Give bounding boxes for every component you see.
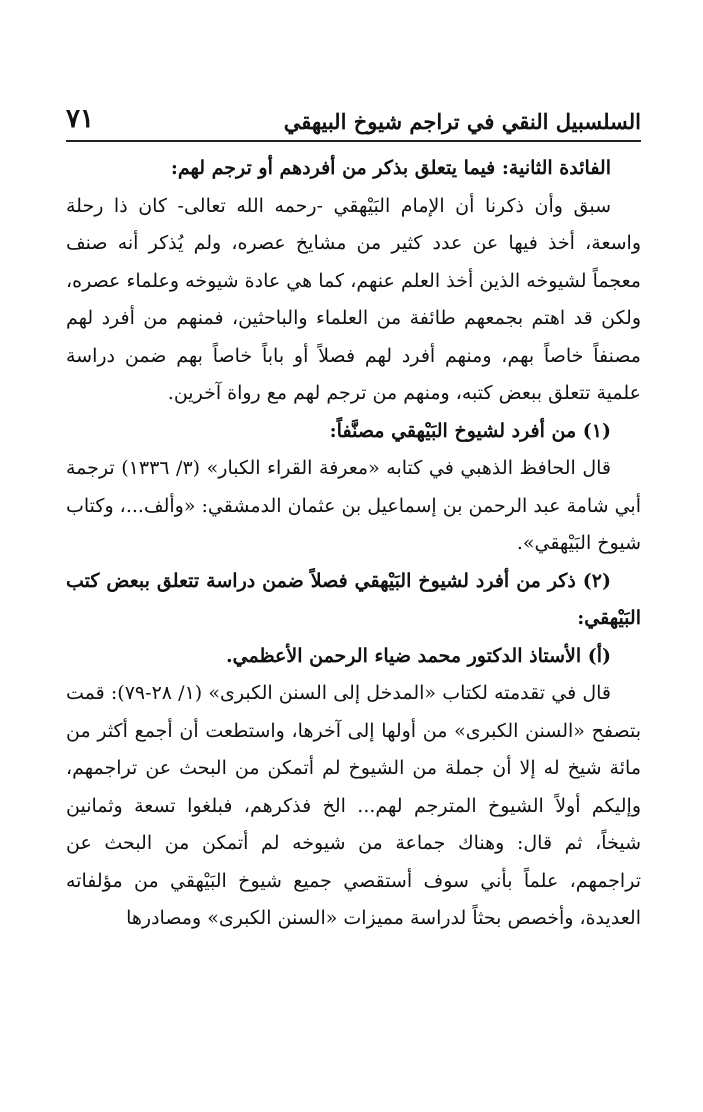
page-body [66, 150, 641, 938]
paragraph: سبق وأن ذكرنا أن الإمام البَيْهقي -رحمه الله تعالى- كان ذا رحلة واسعة، أخذ فيها عن عدد كثير من مشايخ عصره، ولم يُذكر أنه صنف معجماً لشيوخه الذين أخذ العلم عنهم، كما هي عادة شيوخه وعلماء عصره، ولكن قد اهتم بجمعهم طائفة من العلماء والباحثين، فمنهم من أفرد لهم مصنفاً خاصاً بهم، ومنهم أفرد لهم فصلاً أو باباً خاصاً بهم ضمن دراسة علمية تتعلق ببعض كتبه، ومنهم من ترجم لهم مع رواة آخرين. [66, 194, 641, 404]
subheading: (أ) الأستاذ الدكتور محمد ضياء الرحمن الأعظمي. [226, 644, 611, 667]
paragraph: قال الحافظ الذهبي في كتابه «معرفة القراء الكبار» (٣/ ١٣٣٦) ترجمة أبي شامة عبد الرحمن بن إسماعيل بن عثمان الدمشقي: «وألف...، وكتاب شيوخ البَيْهقي». [66, 457, 641, 554]
page-number: ٧١ [66, 104, 94, 134]
section-heading: الفائدة الثانية: فيما يتعلق بذكر من أفردهم أو ترجم لهم: [170, 157, 611, 179]
subheading: (٢) ذكر من أفرد لشيوخ البَيْهقي فصلاً ضمن دراسة تتعلق ببعض كتب البَيْهقي: [66, 569, 641, 629]
page-header [66, 98, 641, 142]
paragraph: قال في تقدمته لكتاب «المدخل إلى السنن الكبرى» (١/ ٢٨-٧٩): قمت بتصفح «السنن الكبرى» من أولها إلى آخرها، واستطعت أن أجمع أكثر من مائة شيخ له إلا أن جملة من الشيوخ لم أتمكن من البحث عن تراجمهم، وإليكم أولاً الشيوخ المترجم لهم... الخ فذكرهم، فبلغوا تسعة وثمانين شيخاً، ثم قال: وهناك جماعة من شيوخه لم أتمكن من البحث عن تراجمهم، علماً بأني سوف أستقصي جميع شيوخ البَيْهقي من مؤلفاته العديدة، وأخصص بحثاً لدراسة مميزات «السنن الكبرى» ومصادرها [66, 682, 641, 929]
running-title: السلسبيل النقي في تراجم شيوخ البيهقي [283, 109, 641, 134]
subheading: (١) من أفرد لشيوخ البَيْهقي مصنَّفاً: [329, 419, 611, 442]
